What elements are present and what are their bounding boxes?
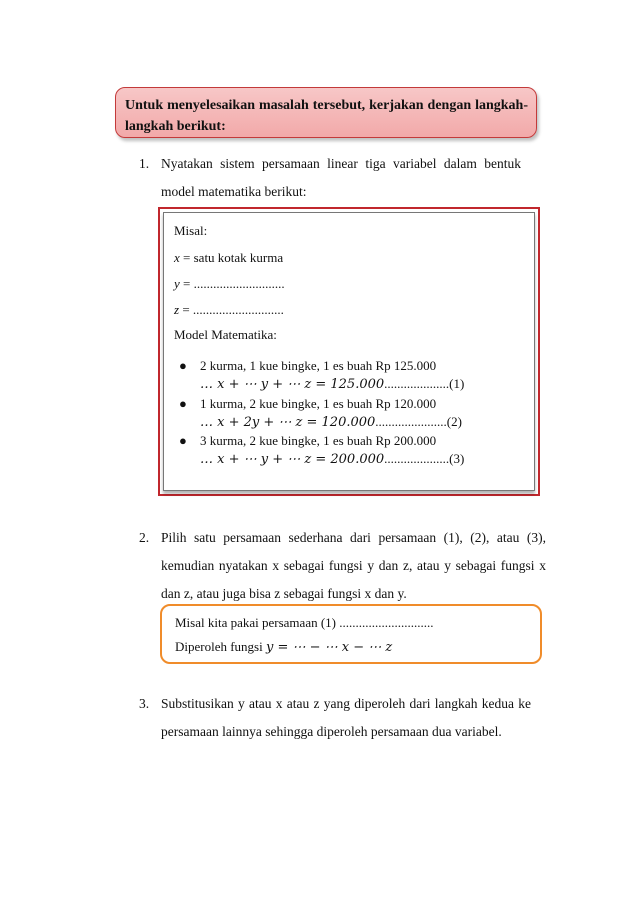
instruction-header <box>115 87 537 138</box>
model-box <box>158 207 540 496</box>
function-equation: 𝑦 = ⋯ − ⋯ 𝑥 − ⋯ 𝑧 <box>265 640 393 655</box>
equation: … 𝑥 + 2𝑦 + ⋯ 𝑧 = 120.000 <box>200 415 376 430</box>
z-definition-text: = ............................ <box>179 302 284 317</box>
misal-label: Misal: <box>174 223 208 238</box>
equation-tag: ......................(2) <box>375 414 462 429</box>
equation-row <box>200 451 464 467</box>
instruction-header-text: Untuk menyelesaikan masalah tersebut, kerjakan dengan langkah-langkah berikut: <box>125 98 528 134</box>
equation: … 𝑥 + ⋯ 𝑦 + ⋯ 𝑧 = 200.000 <box>200 452 385 467</box>
equation: … 𝑥 + ⋯ 𝑦 + ⋯ 𝑧 = 125.000 <box>200 377 385 392</box>
y-variable: y <box>174 276 180 291</box>
model-label: Model Matematika: <box>174 327 277 342</box>
model-box-inner <box>163 212 535 491</box>
z-definition <box>174 302 284 318</box>
function-line <box>175 639 392 655</box>
function-label: Diperoleh fungsi <box>175 639 266 654</box>
step-text: Pilih satu persamaan sederhana dari persamaan (1), (2), atau (3), kemudian nyatakan x sebagai fungsi y dan z, atau y sebagai fungsi x dan z, atau juga bisa z sebagai fungsi x dan y. <box>161 530 546 601</box>
misal-equation-line: Misal kita pakai persamaan (1) ............................. <box>175 615 434 630</box>
equation-row <box>200 376 464 392</box>
step-number: 2. <box>139 530 150 545</box>
item-text: 1 kurma, 2 kue bingke, 1 es buah Rp 120.000 <box>200 396 437 411</box>
y-definition-text: = ............................ <box>179 276 285 291</box>
step-text: Substitusikan y atau x atau z yang diperoleh dari langkah kedua ke persamaan lainnya sehingga diperoleh persamaan dua variabel. <box>161 696 531 739</box>
z-variable: z <box>174 302 180 317</box>
x-definition-text: = satu kotak kurma <box>179 250 284 265</box>
equation-row <box>200 414 462 430</box>
x-variable: x <box>174 250 180 265</box>
item-text: 3 kurma, 2 kue bingke, 1 es buah Rp 200.000 <box>200 433 437 448</box>
equation-tag: ....................(3) <box>384 451 465 466</box>
step-number: 3. <box>139 696 150 711</box>
step-text: Nyatakan sistem persamaan linear tiga variabel dalam bentuk model matematika berikut: <box>161 156 521 199</box>
y-definition <box>174 276 285 292</box>
x-definition <box>174 250 283 266</box>
bullet-icon: ● <box>179 433 187 448</box>
bullet-icon: ● <box>179 396 187 411</box>
function-box <box>160 604 542 664</box>
bullet-icon: ● <box>179 358 187 373</box>
item-text: 2 kurma, 1 kue bingke, 1 es buah Rp 125.000 <box>200 358 437 373</box>
step-number: 1. <box>139 156 150 171</box>
equation-tag: ....................(1) <box>384 376 465 391</box>
